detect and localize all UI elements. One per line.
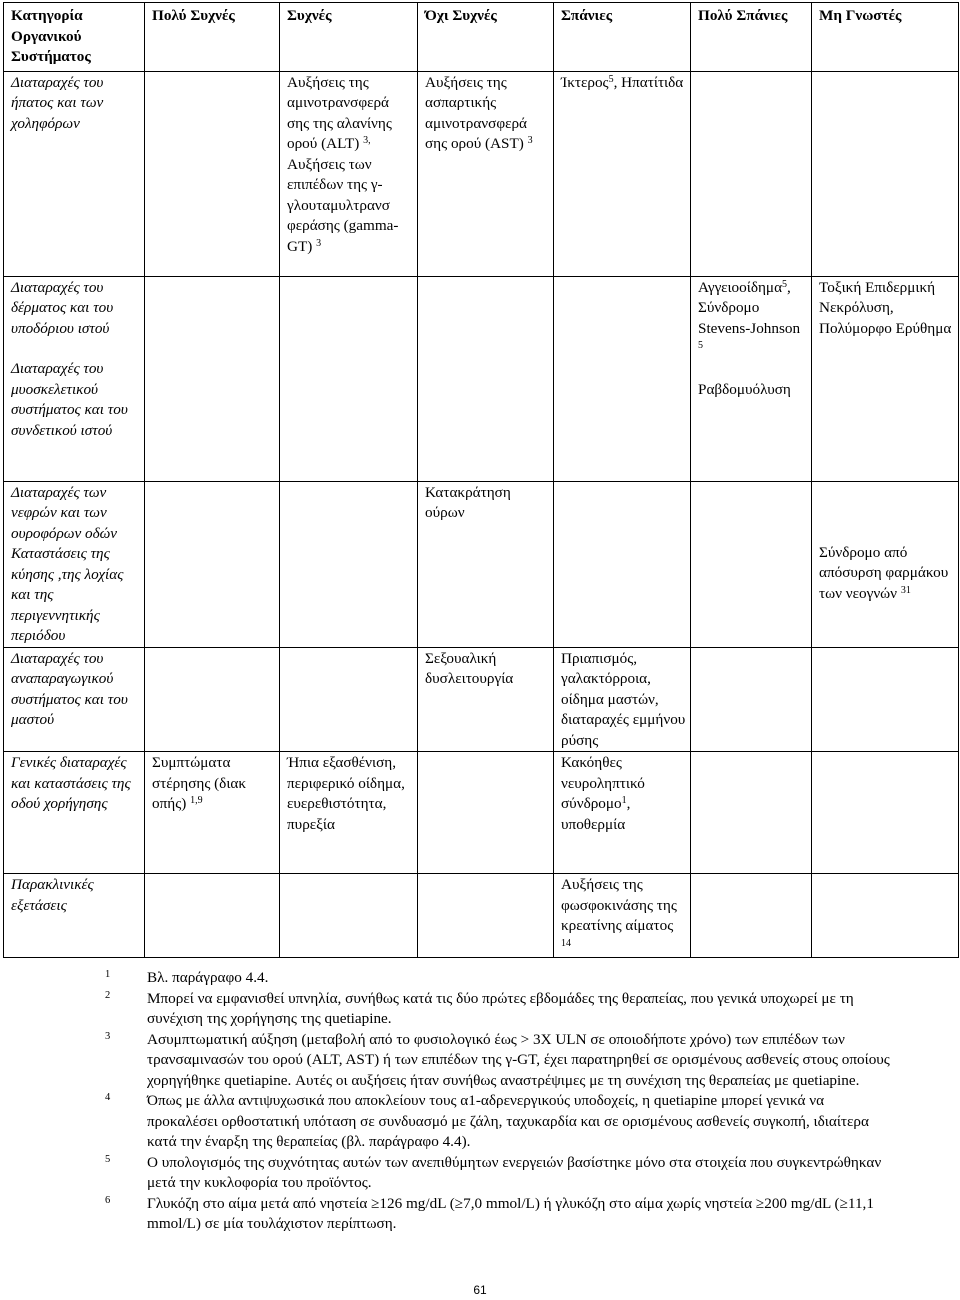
- cell-very-rare: [691, 276, 812, 481]
- footnote-text: Όπως με άλλα αντιψυχωσικά που αποκλείουν τους α1-αδρενεργικούς υποδοχείς, η quetiapine μπορεί γενικά να προκαλέσει ορθοστατική υπόταση σε συνδυασμό με ζάλη, ταχυκαρδία και σε ορισμένους ασθενείς συγκοπή, ιδιαίτερα κατά την έναρξη της θεραπείας (βλ. παράγραφο 4.4).: [147, 1092, 869, 1150]
- cell-text: , Σύνδρομο Stevens-Johnson: [698, 278, 801, 337]
- cell-empty: [280, 874, 418, 958]
- footnotes: [90, 968, 890, 1235]
- footnote-ref: 14: [561, 937, 571, 949]
- header-uncommon: Όχι Συχνές: [418, 3, 554, 72]
- footnote-ref: 5: [608, 73, 614, 85]
- footnote-ref: 1,9: [190, 795, 203, 806]
- cell-paragraph: [698, 278, 807, 360]
- footnote: [90, 1030, 890, 1092]
- cell-text: Ίκτερος: [561, 73, 609, 91]
- footnote-ref: 5: [782, 278, 788, 290]
- cell-empty: [812, 71, 959, 276]
- cell-common: Ήπια εξασθένιση, περιφερικό οίδημα, ευερεθιστότητα, πυρεξία: [280, 752, 418, 874]
- footnote-number: 4: [105, 1092, 111, 1103]
- row-category: Διαταραχές του ήπατος και των χοληφόρων: [4, 71, 145, 276]
- cell-very-common: [145, 752, 280, 874]
- cell-text: Αυξήσεις της φωσφοκινάσης της κρεατίνης αίματος: [561, 876, 677, 934]
- cell-rare: Πριαπισμός, γαλακτόρροια, οίδημα μαστών, διαταραχές εμμήνου ρύσης: [554, 647, 691, 752]
- row-category: Γενικές διαταραχές και καταστάσεις της οδού χορήγησης: [4, 752, 145, 874]
- footnote-text: Ο υπολογισμός της συχνότητας αυτών των ανεπιθύμητων ενεργειών βασίστηκε μόνο στα στοιχεία που συγκεντρώθηκαν μετά την κυκλοφορία του προϊόντος.: [147, 1153, 882, 1191]
- footnote-text: Βλ. παράγραφο 4.4.: [147, 969, 269, 986]
- footnote-ref: 3,: [363, 135, 371, 146]
- cell-empty: [280, 276, 418, 481]
- category-text: Καταστάσεις της κύησης ,της λοχίας και της περιγεννητικής περιόδου: [11, 545, 124, 644]
- cell-empty: [145, 276, 280, 481]
- cell-empty: [691, 481, 812, 647]
- cell-empty: [418, 752, 554, 874]
- cell-common: [280, 71, 418, 276]
- cell-text: Αυξήσεις των επιπέδων της γ-γλουταμυλτρανσ φεράσης (gamma-GT): [287, 155, 399, 255]
- cell-text: Αυξήσεις της αμινοτρανσφερά σης της αλανίνης ορού (ALT): [287, 73, 392, 152]
- cell-empty: [691, 71, 812, 276]
- cell-empty: [691, 752, 812, 874]
- cell-empty: [554, 276, 691, 481]
- cell-rare: [554, 71, 691, 276]
- footnote-number: 3: [105, 1030, 111, 1042]
- footnote-number: 6: [105, 1194, 111, 1206]
- cell-empty: [812, 752, 959, 874]
- cell-text: Σύνδρομο από απόσυρση φαρμάκου των νεογνών: [819, 543, 949, 602]
- header-rare: Σπάνιες: [554, 3, 691, 72]
- cell-empty: [691, 874, 812, 958]
- cell-empty: [554, 481, 691, 647]
- cell-text: , Ηπατίτιδα: [613, 73, 684, 91]
- table-row: [4, 752, 959, 874]
- cell-empty: [145, 874, 280, 958]
- cell-unknown: Τοξική Επιδερμική Νεκρόλυση, Πολύμορφο Ερύθημα: [812, 276, 959, 481]
- footnote-number: 5: [105, 1153, 111, 1165]
- footnote-text: Μπορεί να εμφανισθεί υπνηλία, συνήθως κατά τις δύο πρώτες εβδομάδες της θεραπείας, που γενικά υποχωρεί με τη συνέχιση της χορήγησης της quetiapine.: [147, 989, 854, 1027]
- cell-empty: [145, 481, 280, 647]
- footnote-ref: 31: [900, 584, 911, 596]
- cell-empty: [418, 874, 554, 958]
- table-row: [4, 481, 959, 647]
- footnote-ref: 3: [527, 135, 533, 146]
- header-common: Συχνές: [280, 3, 418, 72]
- footnote-ref: 5: [698, 340, 703, 351]
- footnote-number: 2: [105, 989, 111, 1001]
- cell-paragraph: Ραβδομυόλυση: [698, 380, 791, 398]
- cell-empty: [280, 647, 418, 752]
- header-very-common: Πολύ Συχνές: [145, 3, 280, 72]
- table-row: [4, 276, 959, 481]
- cell-empty: [145, 71, 280, 276]
- row-category: [4, 276, 145, 481]
- cell-empty: [145, 647, 280, 752]
- footnote: [90, 1194, 890, 1235]
- row-category: Διαταραχές του αναπαραγωγικού συστήματος και του μαστού: [4, 647, 145, 752]
- footnote-text: Γλυκόζη στο αίμα μετά από νηστεία ≥126 mg/dL (≥7,0 mmol/L) ή γλυκόζη στο αίμα χωρίς νηστεία ≥200 mg/dL (≥11,1 mmol/L) σε μία τουλάχιστον περίπτωση.: [147, 1194, 874, 1232]
- cell-empty: [812, 647, 959, 752]
- footnote-ref: 3: [316, 237, 322, 249]
- adverse-reactions-table: [3, 2, 959, 958]
- cell-uncommon: Κατακράτηση ούρων: [418, 481, 554, 647]
- cell-uncommon: Σεξουαλική δυσλειτουργία: [418, 647, 554, 752]
- cell-text: Κακόηθες νευροληπτικό σύνδρομο: [561, 754, 645, 812]
- cell-uncommon: [418, 71, 554, 276]
- table-row: [4, 71, 959, 276]
- header-category: Κατηγορία Οργανικού Συστήματος: [4, 3, 145, 72]
- cell-unknown: [812, 481, 959, 647]
- footnote-text: Ασυμπτωματική αύξηση (μεταβολή από το φυσιολογικό έως > 3X ULN σε οποιοδήποτε χρόνο) των επιπέδων των τρανσαμινασών του ορού (ALT, AST) ή των επιπέδων της γ-GT, έχει παρατηρηθεί σε ορισμένους ασθενείς στους οποίους χορηγήθηκε quetiapine. Αυτές οι αυξήσεις ήταν συνήθως αναστρέψιμες με τη συνέχιση της θεραπείας με quetiapine.: [147, 1030, 890, 1089]
- category-text: Διαταραχές των νεφρών και των ουροφόρων οδών: [11, 483, 117, 542]
- row-category: [4, 481, 145, 647]
- footnote-ref: 1: [621, 795, 627, 806]
- cell-rare: [554, 752, 691, 874]
- cell-text: Συμπτώματα στέρησης (διακ οπής): [152, 754, 247, 812]
- cell-empty: [418, 276, 554, 481]
- footnote: [90, 968, 890, 989]
- row-category: Παρακλινικές εξετάσεις: [4, 874, 145, 958]
- table-header-row: [4, 3, 959, 72]
- table-row: [4, 647, 959, 752]
- footnote: [90, 989, 890, 1030]
- cell-empty: [280, 481, 418, 647]
- cell-text: Αυξήσεις της ασπαρτικής αμινοτρανσφερά σης ορού (AST): [425, 73, 528, 152]
- category-text: Διαταραχές του μυοσκελετικού συστήματος και του συνδετικού ιστού: [11, 360, 128, 439]
- cell-rare: [554, 874, 691, 958]
- table-row: [4, 874, 959, 958]
- cell-empty: [812, 874, 959, 958]
- category-text: Διαταραχές του δέρματος και του υποδόριου ιστού: [11, 278, 114, 337]
- cell-text: , υποθερμία: [561, 795, 631, 833]
- footnote: [90, 1153, 890, 1194]
- cell-empty: [691, 647, 812, 752]
- footnote: [90, 1091, 890, 1153]
- header-unknown: Μη Γνωστές: [812, 3, 959, 72]
- page-number: 61: [473, 1283, 487, 1297]
- footnote-number: 1: [105, 969, 111, 980]
- cell-text: Αγγειοοίδημα: [698, 278, 783, 296]
- header-very-rare: Πολύ Σπάνιες: [691, 3, 812, 72]
